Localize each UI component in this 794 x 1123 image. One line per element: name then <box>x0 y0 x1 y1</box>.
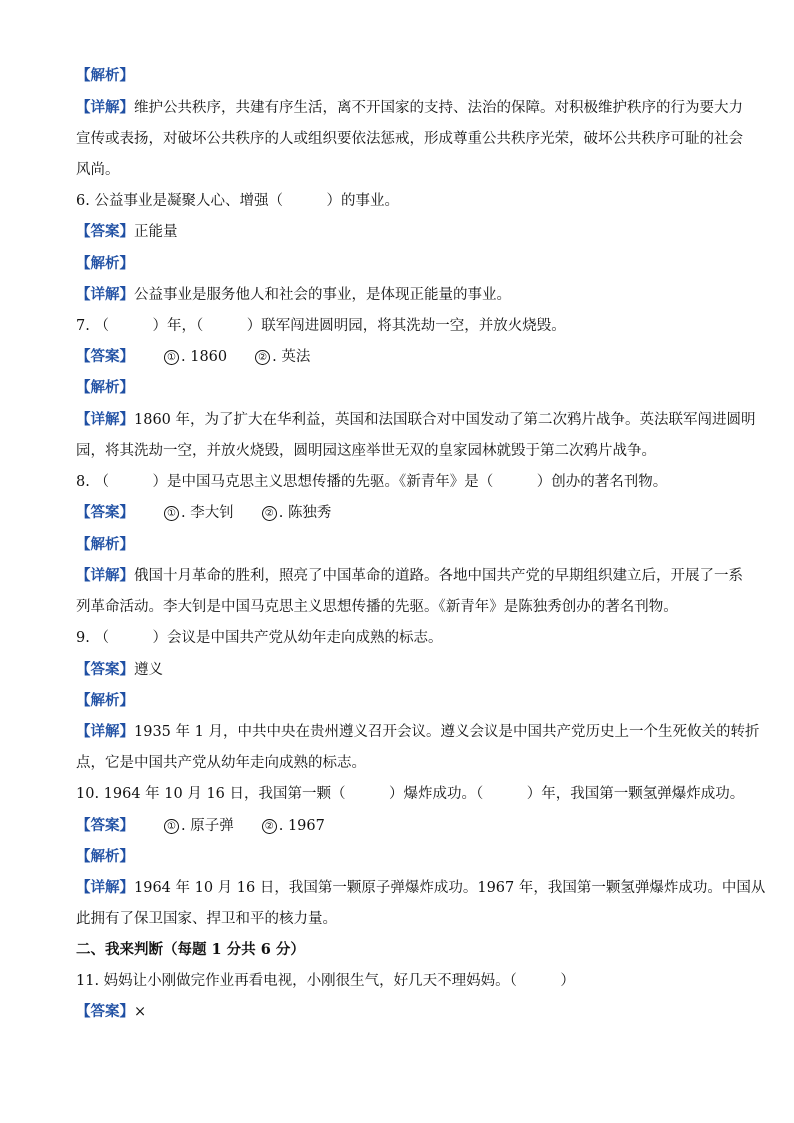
detail-text: 1860 年，为了扩大在华利益，英国和法国联合对中国发动了第二次鸦片战争。英法联军闯进圆明 <box>134 412 756 428</box>
answer-text: 遵义 <box>134 662 163 678</box>
detail-line-cont <box>76 909 337 929</box>
detail-text: 列革命活动。李大钊是中国马克思主义思想传播的先驱。《新青年》是陈独秀创办的著名刊物。 <box>76 599 678 615</box>
detail-text: 风尚。 <box>76 162 120 178</box>
question-10 <box>76 784 744 804</box>
answer-text: 正能量 <box>134 224 178 240</box>
question-9 <box>76 628 442 648</box>
answer-text: × <box>134 1004 147 1020</box>
question-7 <box>76 316 566 336</box>
detail-text: 点，它是中国共产党从幼年走向成熟的标志。 <box>76 755 366 771</box>
answer-tag: 【答案】 <box>76 504 134 521</box>
answer-tag: 【答案】 <box>76 223 134 240</box>
analysis-tag: 【解析】 <box>76 692 134 709</box>
detail-text: 1964 年 10 月 16 日，我国第一颗原子弹爆炸成功。1967 年，我国第一颗氢弹爆炸成功。中国从 <box>134 880 766 896</box>
detail-text: 宣传或表扬，对破坏公共秩序的人或组织要依法惩戒，形成尊重公共秩序光荣，破坏公共秩序可耻的社会 <box>76 131 743 147</box>
detail-line-cont <box>76 160 120 180</box>
answer-line <box>76 660 163 680</box>
question-text: 6. 公益事业是凝聚人心、增强（ ）的事业。 <box>76 193 399 209</box>
analysis-line <box>76 535 134 555</box>
marker-1: ① <box>164 819 179 834</box>
analysis-tag: 【解析】 <box>76 379 134 396</box>
marker-1: ① <box>164 506 179 521</box>
marker-2: ② <box>255 350 270 365</box>
detail-text: 俄国十月革命的胜利，照亮了中国革命的道路。各地中国共产党的早期组织建立后，开展了一系 <box>134 568 743 584</box>
detail-text: 公益事业是服务他人和社会的事业，是体现正能量的事业。 <box>134 287 511 303</box>
answer-tag: 【答案】 <box>76 661 134 678</box>
detail-line <box>76 722 759 742</box>
analysis-line <box>76 691 134 711</box>
answer-text: 英法 <box>281 349 311 365</box>
analysis-line <box>76 66 134 86</box>
analysis-line <box>76 254 134 274</box>
marker-2: ② <box>262 506 277 521</box>
answer-text: 原子弹 <box>190 818 234 834</box>
detail-tag: 【详解】 <box>76 879 134 896</box>
detail-text: 维护公共秩序，共建有序生活，离不开国家的支持、法治的保障。对积极维护秩序的行为要大力 <box>134 100 743 116</box>
detail-text: 1935 年 1 月，中共中央在贵州遵义召开会议。遵义会议是中国共产党历史上一个生死攸关的转折 <box>134 724 760 740</box>
answer-text: 李大钊 <box>190 505 234 521</box>
question-text: 11. 妈妈让小刚做完作业再看电视，小刚很生气，好几天不理妈妈。（ ） <box>76 973 575 989</box>
answer-line <box>76 222 178 242</box>
question-text: 9. （ ）会议是中国共产党从幼年走向成熟的标志。 <box>76 630 443 646</box>
answer-text: 陈独秀 <box>287 505 332 521</box>
detail-tag: 【详解】 <box>76 411 134 428</box>
answer-text: 1967 <box>287 818 325 834</box>
detail-tag: 【详解】 <box>76 99 134 116</box>
analysis-tag: 【解析】 <box>76 848 134 865</box>
detail-text: 此拥有了保卫国家、捍卫和平的核力量。 <box>76 911 337 927</box>
analysis-line <box>76 378 134 398</box>
answer-tag: 【答案】 <box>76 348 134 365</box>
question-6 <box>76 191 399 211</box>
detail-tag: 【详解】 <box>76 286 134 303</box>
answer-line: 【答案】 ① . 原子弹 ② . 1967 <box>76 817 325 834</box>
detail-line-cont <box>76 441 656 461</box>
question-text: 10. 1964 年 10 月 16 日，我国第一颗（ ）爆炸成功。（ ）年，我国第一颗氢弹爆炸成功。 <box>76 786 745 802</box>
detail-line <box>76 285 511 305</box>
detail-line <box>76 566 743 586</box>
detail-line-cont <box>76 129 743 149</box>
marker-2: ② <box>262 819 277 834</box>
answer-tag: 【答案】 <box>76 817 134 834</box>
answer-line: 【答案】 ① . 李大钊 ② . 陈独秀 <box>76 504 332 521</box>
answer-line: 【答案】 ① . 1860 ② . 英法 <box>76 348 311 365</box>
analysis-tag: 【解析】 <box>76 67 134 84</box>
answer-tag: 【答案】 <box>76 1003 134 1020</box>
question-11 <box>76 971 575 991</box>
detail-tag: 【详解】 <box>76 567 134 584</box>
section-title: 二、我来判断（每题 1 分共 6 分） <box>76 941 305 958</box>
answer-text: 1860 <box>190 349 228 365</box>
question-8 <box>76 472 667 492</box>
detail-line-cont <box>76 597 678 617</box>
detail-line <box>76 98 743 118</box>
detail-text: 园，将其洗劫一空，并放火烧毁，圆明园这座举世无双的皇家园林就毁于第二次鸦片战争。 <box>76 443 656 459</box>
answer-line <box>76 1002 146 1022</box>
detail-line <box>76 410 756 430</box>
section-heading <box>76 940 305 960</box>
question-text: 7. （ ）年，（ ）联军闯进圆明园，将其洗劫一空，并放火烧毁。 <box>76 318 566 334</box>
question-text: 8. （ ）是中国马克思主义思想传播的先驱。《新青年》是（ ）创办的著名刊物。 <box>76 474 668 490</box>
detail-line <box>76 878 765 898</box>
analysis-tag: 【解析】 <box>76 536 134 553</box>
marker-1: ① <box>164 350 179 365</box>
analysis-tag: 【解析】 <box>76 255 134 272</box>
analysis-line <box>76 847 134 867</box>
detail-tag: 【详解】 <box>76 723 134 740</box>
detail-line-cont <box>76 753 366 773</box>
